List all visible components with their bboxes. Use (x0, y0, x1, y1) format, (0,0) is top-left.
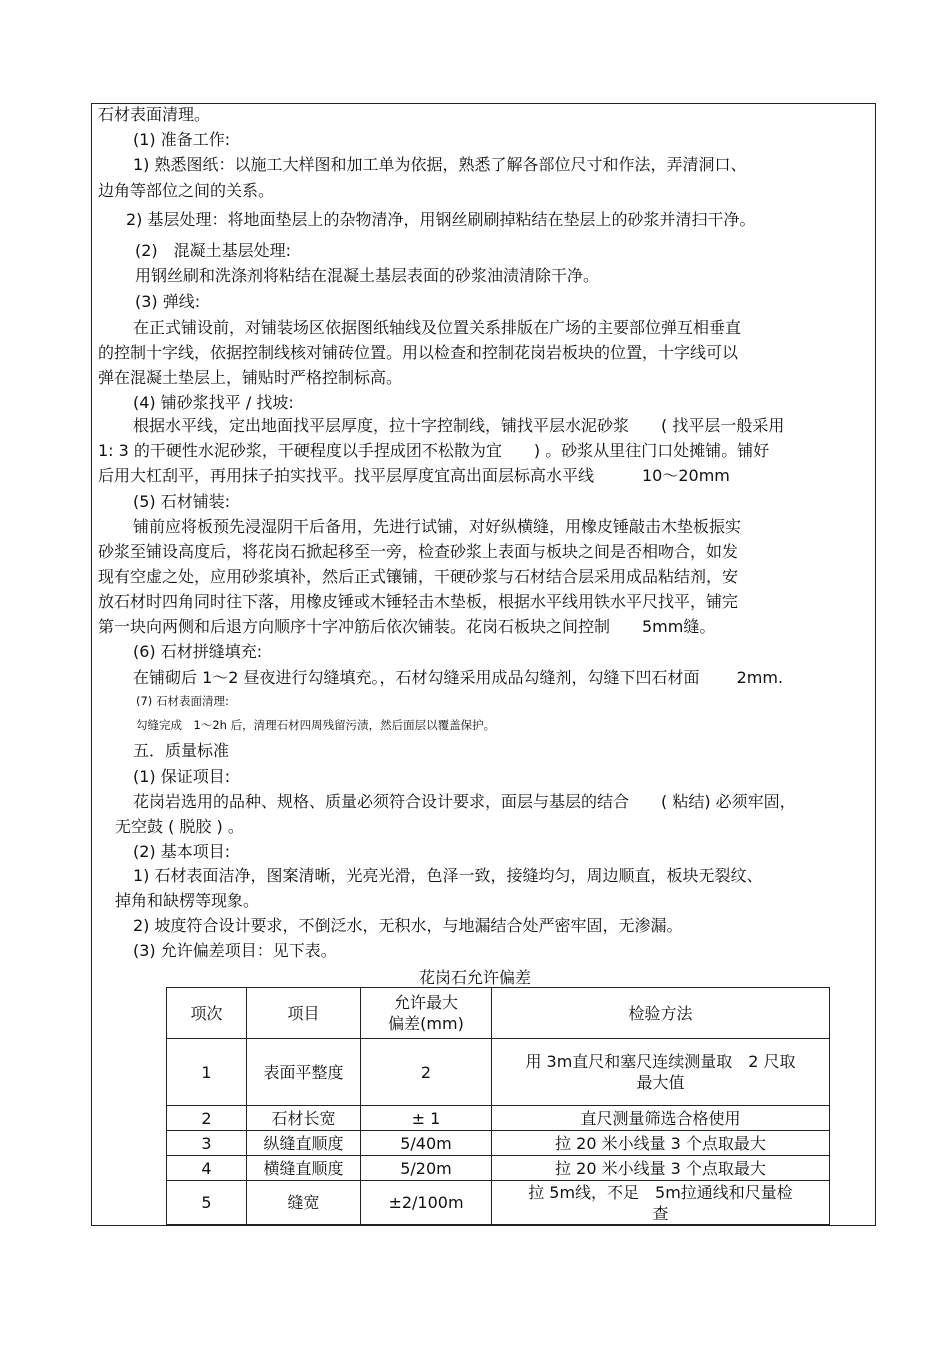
text-line: (4) 铺砂浆找平 / 找坡: (133, 393, 294, 412)
table-header-cell: 项目 (247, 988, 361, 1039)
table-row (167, 1181, 830, 1225)
table-row (167, 1131, 830, 1156)
table-cell: 石材长宽 (247, 1106, 361, 1131)
table-cell: 4 (167, 1156, 247, 1181)
table-header-row (167, 988, 830, 1039)
table-cell: ±2/100m (361, 1181, 492, 1225)
table-cell: 3 (167, 1131, 247, 1156)
text-line: 弹在混凝土垫层上，铺贴时严格控制标高。 (98, 368, 403, 387)
table-row (167, 1106, 830, 1131)
text-line: 无空鼓 ( 脱胶 ) 。 (115, 817, 244, 836)
text-line: (1) 准备工作: (133, 130, 231, 149)
table-cell: 5/40m (361, 1131, 492, 1156)
text-line: 石材表面清理。 (98, 105, 211, 124)
table-cell: 表面平整度 (247, 1039, 361, 1106)
table-cell: 缝宽 (247, 1181, 361, 1225)
text-line: 2) 坡度符合设计要求，不倒泛水，无积水，与地漏结合处严密牢固，无渗漏。 (133, 916, 683, 935)
text-line: 用钢丝刷和洗涤剂将粘结在混凝土基层表面的砂浆油渍清除干净。 (135, 266, 600, 285)
text-line: 在正式铺设前，对铺装场区依据图纸轴线及位置关系排版在广场的主要部位弹互相垂直 (133, 318, 742, 337)
tolerance-table (166, 987, 830, 1225)
text-line: 五．质量标准 (133, 741, 230, 760)
text-line: 铺前应将板预先浸湿阴干后备用，先进行试铺，对好纵横缝，用橡皮锤敲击木垫板振实 (133, 517, 742, 536)
table-cell: ± 1 (361, 1106, 492, 1131)
text-line: (2) 基本项目: (133, 842, 231, 861)
text-line: 根据水平线，定出地面找平层厚度，拉十字控制线，铺找平层水泥砂浆 ( 找平层一般采用 (133, 416, 785, 435)
table-row (167, 1039, 830, 1106)
text-line: 花岗岩选用的品种、规格、质量必须符合设计要求，面层与基层的结合 ( 粘结) 必须牢固， (133, 792, 796, 811)
text-line: (3) 允许偏差项目：见下表。 (133, 941, 337, 960)
text-line: 1) 石材表面洁净，图案清晰，光亮光滑，色泽一致，接缝均匀，周边顺直，板块无裂纹、 (133, 866, 763, 885)
table-header-cell: 检验方法 (492, 988, 830, 1039)
text-line: 勾缝完成 1～2h 后，清理石材四周残留污渍，然后面层以覆盖保护。 (136, 718, 496, 732)
text-line: 现有空虚之处，应用砂浆填补，然后正式镶铺，干硬砂浆与石材结合层采用成品粘结剂，安 (98, 567, 739, 586)
text-line: 掉角和缺楞等现象。 (115, 891, 260, 910)
text-line: 砂浆至铺设高度后，将花岗石掀起移至一旁，检查砂浆上表面与板块之间是否相吻合，如发 (98, 542, 739, 561)
text-line: (6) 石材拼缝填充: (133, 642, 263, 661)
text-line: 2) 基层处理：将地面垫层上的杂物清净，用钢丝刷刷掉粘结在垫层上的砂浆并清扫干净。 (126, 210, 756, 229)
table-cell: 2 (361, 1039, 492, 1106)
table-cell: 横缝直顺度 (247, 1156, 361, 1181)
table-cell: 直尺测量筛选合格使用 (492, 1106, 830, 1131)
text-line: 后用大杠刮平，再用抹子拍实找平。找平层厚度宜高出面层标高水平线 10～20mm (98, 466, 730, 485)
table-cell: 2 (167, 1106, 247, 1131)
text-line: (2) 混凝土基层处理: (135, 241, 292, 260)
text-line: 放石材时四角同时往下落，用橡皮锤或木锤轻击木垫板，根据水平线用铁水平尺找平，铺完 (98, 592, 739, 611)
text-line: 1: 3 的干硬性水泥砂浆，干硬程度以手捏成团不松散为宜 ) 。砂浆从里往门口处摊铺。铺好 (98, 441, 770, 460)
text-line: (5) 石材铺装: (133, 492, 231, 511)
table-cell: 5 (167, 1181, 247, 1225)
text-line: (7) 石材表面清理: (136, 694, 229, 708)
table-cell: 纵缝直顺度 (247, 1131, 361, 1156)
text-line: (1) 保证项目: (133, 767, 231, 786)
text-line: 的控制十字线，依据控制线核对铺砖位置。用以检查和控制花岗岩板块的位置，十字线可以 (98, 343, 739, 362)
table-cell: 1 (167, 1039, 247, 1106)
table-cell: 拉 20 米小线量 3 个点取最大 (492, 1156, 830, 1181)
table-cell: 拉 5m线，不足 5m拉通线和尺量检 查 (492, 1181, 830, 1225)
text-line: 边角等部位之间的关系。 (98, 181, 275, 200)
table-cell: 5/20m (361, 1156, 492, 1181)
text-line: 1) 熟悉图纸：以施工大样图和加工单为依据，熟悉了解各部位尺寸和作法，弄清洞口、 (133, 155, 747, 174)
table-header-cell: 允许最大 偏差(mm) (361, 988, 492, 1039)
text-line: (3) 弹线: (135, 292, 201, 311)
table-row (167, 1156, 830, 1181)
text-line: 在铺砌后 1～2 昼夜进行勾缝填充。，石材勾缝采用成品勾缝剂，勾缝下凹石材面 2mm. (133, 668, 784, 687)
table-caption: 花岗石允许偏差 (418, 968, 531, 987)
table-header-cell: 项次 (167, 988, 247, 1039)
text-line: 第一块向两侧和后退方向顺序十字冲筋后依次铺装。花岗石板块之间控制 5mm缝。 (98, 617, 716, 636)
table-cell: 用 3m直尺和塞尺连续测量取 2 尺取 最大值 (492, 1039, 830, 1106)
table-cell: 拉 20 米小线量 3 个点取最大 (492, 1131, 830, 1156)
